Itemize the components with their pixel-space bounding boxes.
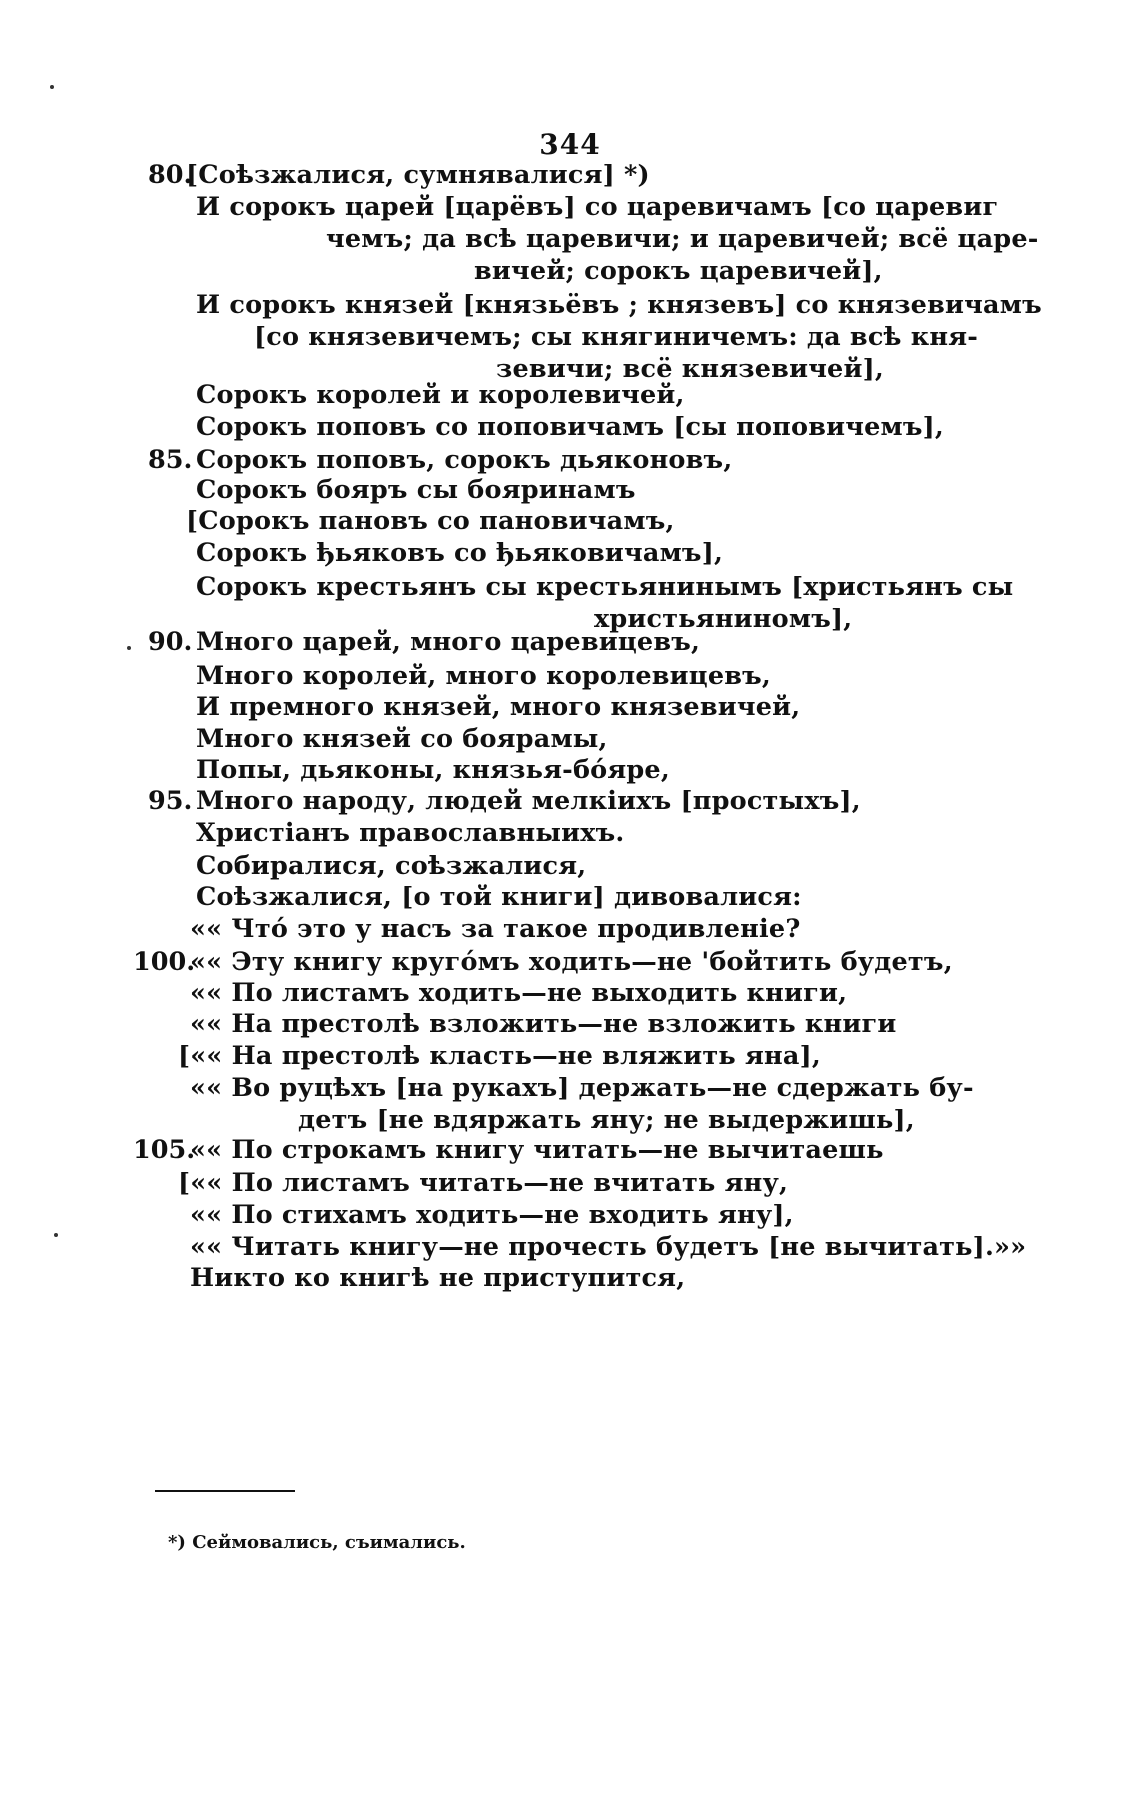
poem-line: «« Во руцѣхъ [на рукахъ] держать—не сдержать бу- [190,1073,974,1103]
poem-line: И сорокъ князей [князьёвъ ; князевъ] со князевичамъ [196,290,1042,320]
poem-line: [со князевичемъ; сы княгиничемъ: да всѣ кня- [254,322,979,352]
footnote-divider [155,1490,295,1492]
poem-line: Сорокъ крестьянъ сы крестьянинымъ [христьянъ сы [196,572,1014,602]
print-speck [50,85,54,89]
poem-line: Много князей со боярамы, [196,724,608,754]
poem-line: Никто ко книгѣ не приступится, [190,1263,686,1293]
poem-line: Соѣзжалися, [о той книги] дивовалися: [196,882,802,912]
poem-line: Много королей, много королевицевъ, [196,661,771,691]
poem-line: Сорокъ бояръ сы бояринамъ [196,475,636,505]
poem-line: «« На престолѣ взложить—не взложить книги [190,1009,897,1039]
poem-line: Много царей, много царевицевъ, [196,627,701,657]
poem-line: «« По листамъ ходить—не выходить книги, [190,978,848,1008]
poem-line: Христіанъ православныихъ. [196,818,625,848]
poem-line: детъ [не вдяржать яну; не выдержишь], [298,1105,915,1135]
poem-line: «« По стихамъ ходить—не входить яну], [190,1200,794,1230]
poem-line: Сорокъ поповъ, сорокъ дьяконовъ, [196,445,733,475]
poem-line: «« Эту книгу круго́мъ ходить—не 'бойтить будетъ, [190,947,953,977]
print-speck [54,1233,58,1237]
verse-number-90: 90. [148,627,193,657]
poem-line: чемъ; да всѣ царевичи; и царевичей; всё царе- [326,224,1039,254]
poem-line: [«« По листамъ читать—не вчитать яну, [178,1168,789,1198]
poem-line: «« По строкамъ книгу читать—не вычитаешь [190,1135,884,1165]
verse-number-100: 100. [133,947,196,977]
poem-line: [Соѣзжалися, сумнявалися] *) [186,160,650,190]
poem-line: Сорокъ ђьяковъ со ђьяковичамъ], [196,538,724,568]
poem-line: [«« На престолѣ класть—не вляжить яна], [178,1041,821,1071]
poem-line: вичей; сорокъ царевичей], [474,256,883,286]
verse-number-80: 80. [148,160,193,190]
poem-line: И сорокъ царей [царёвъ] со царевичамъ [со царевиг [196,192,999,222]
poem-line: «« Что́ это у насъ за такое продивленіе? [190,914,801,944]
footnote: *) Сеймовались, съимались. [168,1532,466,1553]
poem-line: «« Читать книгу—не прочесть будетъ [не вычитать].»» [190,1232,1027,1262]
poem-line: Собиралися, соѣзжалися, [196,851,587,881]
poem-line: христьяниномъ], [594,604,853,634]
poem-line: Сорокъ королей и королевичей, [196,380,685,410]
poem-line: [Сорокъ пановъ со пановичамъ, [186,506,675,536]
poem-line: зевичи; всё князевичей], [496,354,884,384]
poem-line: Попы, дьяконы, князья-бо́яре, [196,755,670,785]
page-number: 344 [539,128,601,161]
verse-number-105: 105. [133,1135,196,1165]
print-speck [127,646,131,650]
verse-number-85: 85. [148,445,193,475]
verse-number-95: 95. [148,786,193,816]
poem-line: Сорокъ поповъ со поповичамъ [сы поповичемъ], [196,412,945,442]
poem-line: И премного князей, много князевичей, [196,692,801,722]
poem-line: Много народу, людей мелкіихъ [простыхъ], [196,786,861,816]
